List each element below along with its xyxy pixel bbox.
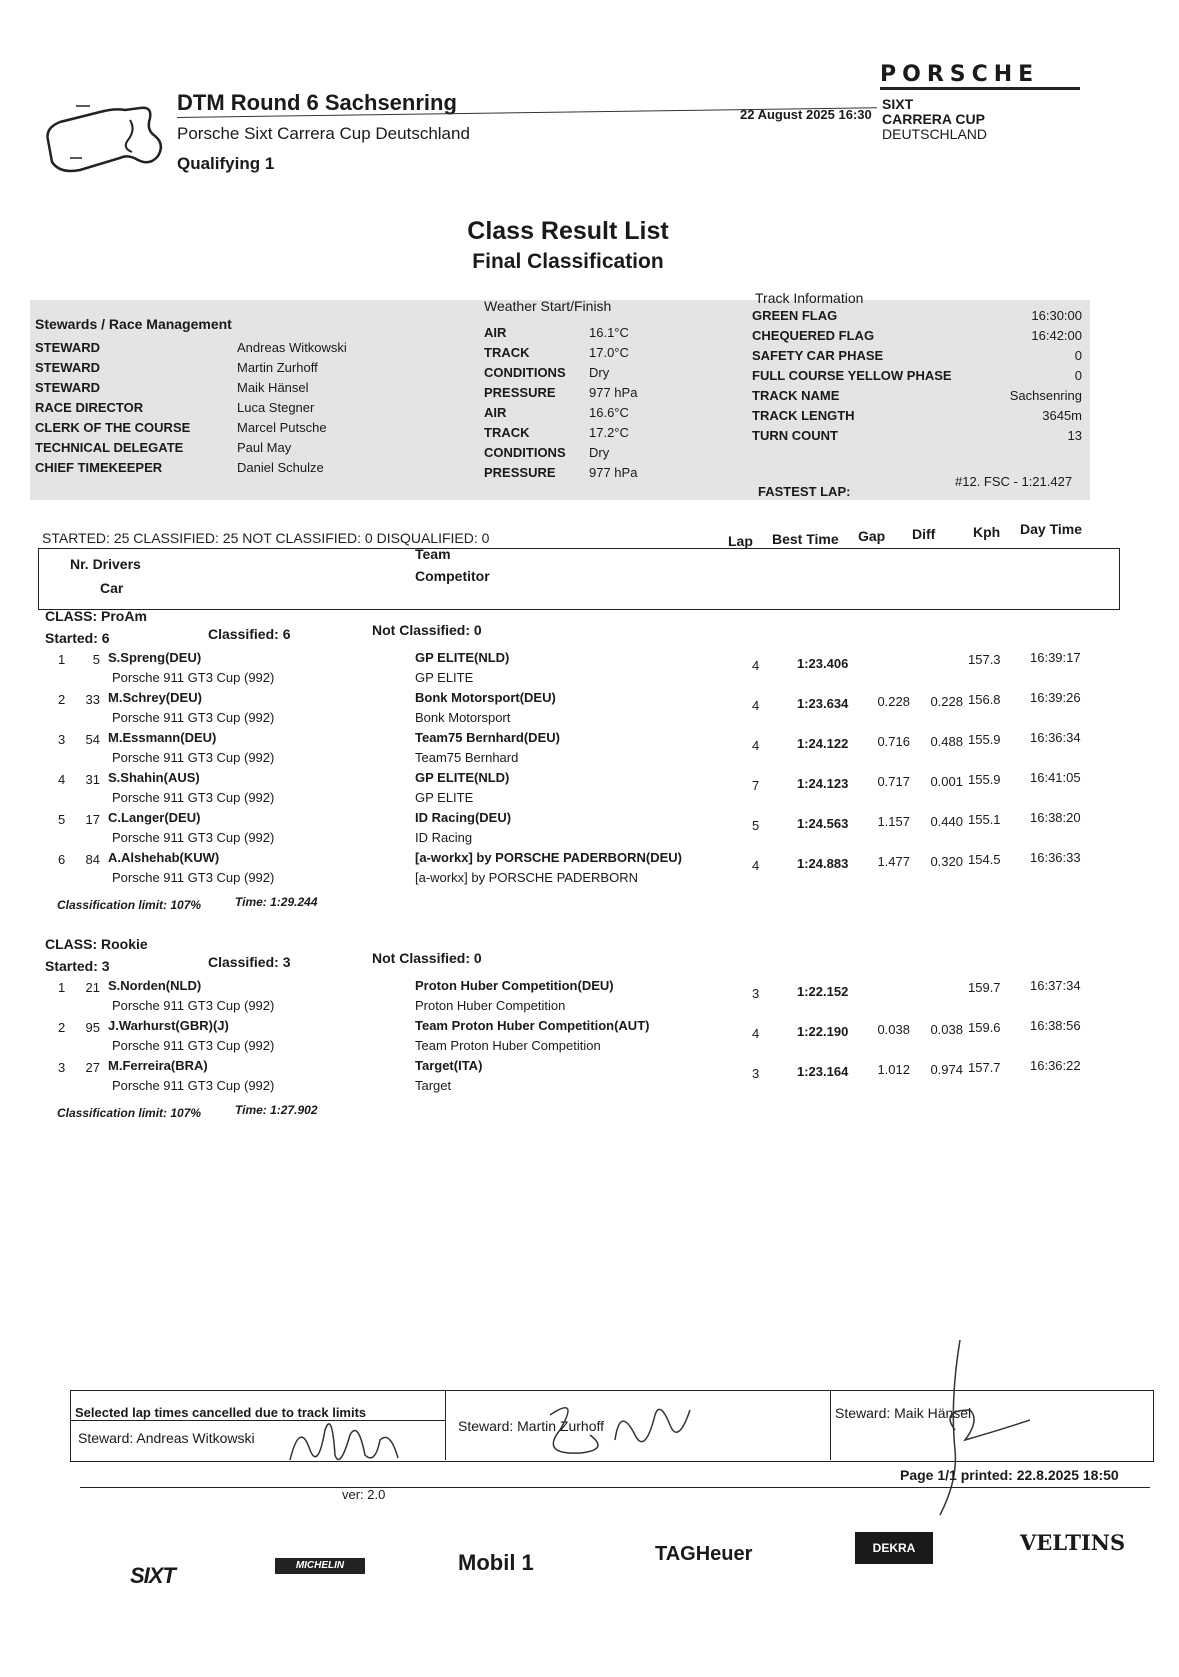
weather-value: 17.0°C xyxy=(589,345,629,360)
car-model: Porsche 911 GT3 Cup (992) xyxy=(112,830,275,845)
col-team: Team xyxy=(415,546,451,562)
competitor-name: Bonk Motorsport xyxy=(415,710,511,725)
classified-count: 25 xyxy=(222,530,239,546)
lap-count: 3 xyxy=(752,1066,760,1081)
day-time: 16:36:22 xyxy=(1030,1058,1081,1073)
col-gap: Gap xyxy=(858,528,886,544)
steward-role: TECHNICAL DELEGATE xyxy=(35,440,184,455)
track-row xyxy=(752,428,1082,448)
track-label: TRACK LENGTH xyxy=(752,408,855,423)
day-time: 16:41:05 xyxy=(1030,770,1081,785)
sponsor-sixt: SIXT xyxy=(130,1563,175,1588)
best-time: 1:23.164 xyxy=(797,1064,849,1079)
weather-label: CONDITIONS xyxy=(484,445,566,460)
kph-value: 156.8 xyxy=(968,692,1001,707)
class-name: CLASS: ProAm xyxy=(45,608,147,624)
col-diff: Diff xyxy=(912,526,936,542)
stewards-heading: Stewards / Race Management xyxy=(35,316,232,332)
porsche-underline xyxy=(880,87,1080,90)
logo-line-3: DEUTSCHLAND xyxy=(882,126,988,142)
not-classified-count: 0 xyxy=(364,530,373,546)
best-time: 1:22.190 xyxy=(797,1024,849,1039)
weather-value: 977 hPa xyxy=(589,385,638,400)
track-row xyxy=(752,328,1082,348)
gap-value: 0.717 xyxy=(877,774,910,789)
weather-value: Dry xyxy=(589,445,610,460)
weather-row xyxy=(484,325,659,345)
best-time: 1:23.406 xyxy=(797,656,849,671)
track-row xyxy=(752,308,1082,328)
car-model: Porsche 911 GT3 Cup (992) xyxy=(112,1078,275,1093)
lap-count: 7 xyxy=(752,778,760,793)
lap-count: 4 xyxy=(752,858,760,873)
weather-label: TRACK xyxy=(484,425,530,440)
car-number: 33 xyxy=(85,692,100,707)
driver-name: M.Essmann(DEU) xyxy=(108,730,217,745)
track-label: TURN COUNT xyxy=(752,428,838,443)
team-name: GP ELITE(NLD) xyxy=(415,650,510,665)
team-name: Proton Huber Competition(DEU) xyxy=(415,978,614,993)
weather-value: Dry xyxy=(589,365,610,380)
car-number: 54 xyxy=(85,732,100,747)
position: 2 xyxy=(58,1020,66,1035)
car-number: 95 xyxy=(85,1020,100,1035)
class-name: CLASS: Rookie xyxy=(45,936,148,952)
position: 4 xyxy=(58,772,66,787)
porsche-logo xyxy=(880,62,1080,90)
weather-value: 16.1°C xyxy=(589,325,629,340)
steward-3-label: Steward: Maik Hänsel xyxy=(835,1405,972,1421)
weather-value: 17.2°C xyxy=(589,425,629,440)
lap-count: 4 xyxy=(752,738,760,753)
classified-label: CLASSIFIED: xyxy=(133,530,219,546)
track-label: SAFETY CAR PHASE xyxy=(752,348,884,363)
driver-name: A.Alshehab(KUW) xyxy=(108,850,220,865)
steward-role: STEWARD xyxy=(35,340,100,355)
disqualified-label: DISQUALIFIED: xyxy=(376,530,478,546)
team-name: Team Proton Huber Competition(AUT) xyxy=(415,1018,650,1033)
steward-name: Andreas Witkowski xyxy=(237,340,347,355)
sponsor-mobil1: Mobil 1 xyxy=(458,1550,534,1575)
best-time: 1:24.122 xyxy=(797,736,849,751)
track-label: TRACK NAME xyxy=(752,388,840,403)
car-number: 17 xyxy=(85,812,100,827)
track-row xyxy=(752,408,1082,428)
class-started: Started: 6 xyxy=(45,630,110,646)
signature-divider-1 xyxy=(445,1390,446,1460)
steward-row xyxy=(35,400,365,420)
diff-value: 0.038 xyxy=(930,1022,963,1037)
class-not-classified: Not Classified: 0 xyxy=(372,950,482,966)
column-header-box xyxy=(38,548,1120,610)
track-value: 16:42:00 xyxy=(1031,328,1082,343)
carrera-cup-logo xyxy=(882,97,987,142)
car-number: 27 xyxy=(85,1060,100,1075)
steward-role: STEWARD xyxy=(35,380,100,395)
weather-label: PRESSURE xyxy=(484,385,556,400)
class-not-classified: Not Classified: 0 xyxy=(372,622,482,638)
class-classified: Classified: 6 xyxy=(208,626,291,642)
track-map-icon xyxy=(40,100,180,175)
team-name: [a-workx] by PORSCHE PADERBORN(DEU) xyxy=(415,850,683,865)
position: 3 xyxy=(58,732,66,747)
day-time: 16:36:34 xyxy=(1030,730,1081,745)
weather-label: CONDITIONS xyxy=(484,365,566,380)
session-name: Qualifying 1 xyxy=(177,154,275,173)
kph-value: 155.9 xyxy=(968,732,1001,747)
car-model: Porsche 911 GT3 Cup (992) xyxy=(112,998,275,1013)
competitor-name: Team Proton Huber Competition xyxy=(415,1038,601,1053)
position: 6 xyxy=(58,852,66,867)
track-label: CHEQUERED FLAG xyxy=(752,328,875,343)
car-model: Porsche 911 GT3 Cup (992) xyxy=(112,710,275,725)
track-label: FULL COURSE YELLOW PHASE xyxy=(752,368,952,383)
diff-value: 0.001 xyxy=(930,774,963,789)
day-time: 16:38:56 xyxy=(1030,1018,1081,1033)
driver-name: J.Warhurst(GBR)(J) xyxy=(108,1018,229,1033)
weather-label: PRESSURE xyxy=(484,465,556,480)
track-value: 16:30:00 xyxy=(1031,308,1082,323)
sponsor-dekra: DEKRA xyxy=(855,1532,933,1564)
sponsor-veltins: VELTINS xyxy=(1020,1530,1126,1555)
col-competitor: Competitor xyxy=(415,568,490,584)
kph-value: 159.6 xyxy=(968,1020,1001,1035)
page-title: Class Result List xyxy=(467,217,669,245)
gap-value: 1.012 xyxy=(877,1062,910,1077)
day-time: 16:38:20 xyxy=(1030,810,1081,825)
weather-row xyxy=(484,405,659,425)
not-classified-label: NOT CLASSIFIED: xyxy=(242,530,362,546)
car-model: Porsche 911 GT3 Cup (992) xyxy=(112,870,275,885)
lap-count: 3 xyxy=(752,986,760,1001)
competitor-name: [a-workx] by PORSCHE PADERBORN xyxy=(415,870,638,885)
weather-value: 16.6°C xyxy=(589,405,629,420)
page-number: Page 1/1 xyxy=(900,1467,957,1483)
table-row xyxy=(0,730,1179,770)
kph-value: 155.1 xyxy=(968,812,1001,827)
day-time: 16:37:34 xyxy=(1030,978,1081,993)
weather-label: AIR xyxy=(484,325,507,340)
weather-label: AIR xyxy=(484,405,507,420)
car-number: 31 xyxy=(85,772,100,787)
best-time: 1:23.634 xyxy=(797,696,849,711)
kph-value: 157.3 xyxy=(968,652,1001,667)
track-heading: Track Information xyxy=(755,290,864,306)
day-time: 16:39:26 xyxy=(1030,690,1081,705)
table-row xyxy=(0,650,1179,690)
weather-row xyxy=(484,465,659,485)
day-time: 16:36:33 xyxy=(1030,850,1081,865)
weather-value: 977 hPa xyxy=(589,465,638,480)
col-lap: Lap xyxy=(728,533,753,549)
gap-value: 0.038 xyxy=(877,1022,910,1037)
summary-line xyxy=(42,530,489,546)
diff-value: 0.440 xyxy=(930,814,963,829)
steward-row xyxy=(35,360,365,380)
steward-name: Luca Stegner xyxy=(237,400,315,415)
series-name: Porsche Sixt Carrera Cup Deutschland xyxy=(177,124,470,143)
car-number: 5 xyxy=(92,652,100,667)
car-model: Porsche 911 GT3 Cup (992) xyxy=(112,1038,275,1053)
position: 1 xyxy=(58,652,66,667)
track-value: 0 xyxy=(1074,348,1082,363)
team-name: Target(ITA) xyxy=(415,1058,483,1073)
steward-2-label: Steward: Martin Zurhoff xyxy=(458,1418,605,1434)
started-label: STARTED: xyxy=(42,530,110,546)
best-time: 1:22.152 xyxy=(797,984,849,999)
signature-3-image xyxy=(880,1340,1030,1520)
footer-rule xyxy=(80,1487,1150,1488)
col-kph: Kph xyxy=(973,524,1001,540)
weather-heading: Weather Start/Finish xyxy=(484,298,612,314)
steward-row xyxy=(35,440,365,460)
signature-1-image xyxy=(280,1400,430,1480)
team-name: Team75 Bernhard(DEU) xyxy=(415,730,560,745)
logo-line-2: CARRERA CUP xyxy=(882,111,985,127)
track-value: 13 xyxy=(1067,428,1082,443)
col-best-time: Best Time xyxy=(772,531,839,547)
diff-value: 0.974 xyxy=(930,1062,963,1077)
sponsor-michelin: MICHELIN xyxy=(275,1558,365,1574)
diff-value: 0.320 xyxy=(930,854,963,869)
steward-name: Martin Zurhoff xyxy=(237,360,318,375)
gap-value: 0.228 xyxy=(877,694,910,709)
table-row xyxy=(0,1018,1179,1058)
gap-value: 1.477 xyxy=(877,854,910,869)
steward-row xyxy=(35,340,365,360)
driver-name: S.Norden(NLD) xyxy=(108,978,202,993)
stewards-list xyxy=(35,340,365,480)
driver-name: S.Spreng(DEU) xyxy=(108,650,202,665)
position: 5 xyxy=(58,812,66,827)
competitor-name: Team75 Bernhard xyxy=(415,750,519,765)
classification-limit: Classification limit: 107% xyxy=(57,898,202,912)
best-time: 1:24.123 xyxy=(797,776,849,791)
table-row xyxy=(0,1058,1179,1098)
competitor-name: Proton Huber Competition xyxy=(415,998,566,1013)
driver-name: M.Schrey(DEU) xyxy=(108,690,202,705)
logo-line-1: SIXT xyxy=(882,96,914,112)
page-subtitle: Final Classification xyxy=(472,250,664,273)
gap-value: 0.716 xyxy=(877,734,910,749)
steward-name: Daniel Schulze xyxy=(237,460,324,475)
table-row xyxy=(0,770,1179,810)
steward-role: RACE DIRECTOR xyxy=(35,400,144,415)
lap-count: 4 xyxy=(752,698,760,713)
signature-2-image xyxy=(520,1395,700,1475)
team-name: Bonk Motorsport(DEU) xyxy=(415,690,556,705)
fastest-lap-label: FASTEST LAP: xyxy=(758,484,851,499)
kph-value: 157.7 xyxy=(968,1060,1001,1075)
steward-row xyxy=(35,420,365,440)
weather-row xyxy=(484,445,659,465)
position: 2 xyxy=(58,692,66,707)
sponsor-tagheuer: TAGHeuer xyxy=(655,1543,753,1565)
classification-limit: Classification limit: 107% xyxy=(57,1106,202,1120)
weather-list xyxy=(484,325,659,485)
weather-row xyxy=(484,345,659,365)
report-datetime: 22 August 2025 16:30 xyxy=(740,107,872,122)
disqualified-count: 0 xyxy=(481,530,490,546)
classification-limit-time: Time: 1:29.244 xyxy=(235,895,318,909)
track-limits-note: Selected lap times cancelled due to track limits xyxy=(75,1405,367,1420)
competitor-name: GP ELITE xyxy=(415,670,474,685)
steward-role: CHIEF TIMEKEEPER xyxy=(35,460,163,475)
diff-value: 0.228 xyxy=(930,694,963,709)
signature-divider-2 xyxy=(830,1390,831,1460)
col-car: Car xyxy=(100,580,124,596)
position: 1 xyxy=(58,980,66,995)
weather-row xyxy=(484,365,659,385)
driver-name: M.Ferreira(BRA) xyxy=(108,1058,208,1073)
class-classified: Classified: 3 xyxy=(208,954,291,970)
version-label: ver: 2.0 xyxy=(342,1487,386,1502)
car-model: Porsche 911 GT3 Cup (992) xyxy=(112,790,275,805)
col-day-time: Day Time xyxy=(1020,521,1082,537)
steward-name: Paul May xyxy=(237,440,292,455)
car-model: Porsche 911 GT3 Cup (992) xyxy=(112,670,275,685)
kph-value: 159.7 xyxy=(968,980,1001,995)
steward-row xyxy=(35,460,365,480)
table-row xyxy=(0,810,1179,850)
track-value: Sachsenring xyxy=(1009,388,1082,403)
gap-value: 1.157 xyxy=(877,814,910,829)
car-number: 21 xyxy=(85,980,100,995)
steward-name: Maik Hänsel xyxy=(237,380,309,395)
steward-role: STEWARD xyxy=(35,360,100,375)
track-value: 0 xyxy=(1074,368,1082,383)
event-title: DTM Round 6 Sachsenring xyxy=(177,90,457,115)
track-value: 3645m xyxy=(1042,408,1082,423)
day-time: 16:39:17 xyxy=(1030,650,1081,665)
printed-date: printed: 22.8.2025 18:50 xyxy=(960,1467,1119,1483)
team-name: ID Racing(DEU) xyxy=(415,810,512,825)
track-list xyxy=(752,308,1082,448)
col-nr-drivers: Nr. Drivers xyxy=(70,556,141,572)
weather-row xyxy=(484,385,659,405)
best-time: 1:24.883 xyxy=(797,856,849,871)
steward-name: Marcel Putsche xyxy=(237,420,327,435)
diff-value: 0.488 xyxy=(930,734,963,749)
track-label: GREEN FLAG xyxy=(752,308,838,323)
competitor-name: GP ELITE xyxy=(415,790,474,805)
page-info xyxy=(900,1467,1119,1483)
car-model: Porsche 911 GT3 Cup (992) xyxy=(112,750,275,765)
class-started: Started: 3 xyxy=(45,958,110,974)
steward-role: CLERK OF THE COURSE xyxy=(35,420,191,435)
kph-value: 154.5 xyxy=(968,852,1001,867)
lap-count: 5 xyxy=(752,818,760,833)
started-count: 25 xyxy=(113,530,130,546)
fastest-lap-value: #12. FSC - 1:21.427 xyxy=(955,474,1073,489)
weather-row xyxy=(484,425,659,445)
lap-count: 4 xyxy=(752,658,760,673)
team-name: GP ELITE(NLD) xyxy=(415,770,510,785)
steward-row xyxy=(35,380,365,400)
lap-count: 4 xyxy=(752,1026,760,1041)
porsche-wordmark: PORSCHE xyxy=(880,62,1040,87)
competitor-name: Target xyxy=(415,1078,452,1093)
classification-limit-time: Time: 1:27.902 xyxy=(235,1103,318,1117)
best-time: 1:24.563 xyxy=(797,816,849,831)
track-row xyxy=(752,388,1082,408)
weather-label: TRACK xyxy=(484,345,530,360)
track-row xyxy=(752,368,1082,388)
kph-value: 155.9 xyxy=(968,772,1001,787)
car-number: 84 xyxy=(85,852,100,867)
table-row xyxy=(0,690,1179,730)
steward-1-label: Steward: Andreas Witkowski xyxy=(78,1430,255,1446)
position: 3 xyxy=(58,1060,66,1075)
track-row xyxy=(752,348,1082,368)
table-row xyxy=(0,978,1179,1018)
driver-name: C.Langer(DEU) xyxy=(108,810,201,825)
competitor-name: ID Racing xyxy=(415,830,473,845)
driver-name: S.Shahin(AUS) xyxy=(108,770,200,785)
table-row xyxy=(0,850,1179,890)
